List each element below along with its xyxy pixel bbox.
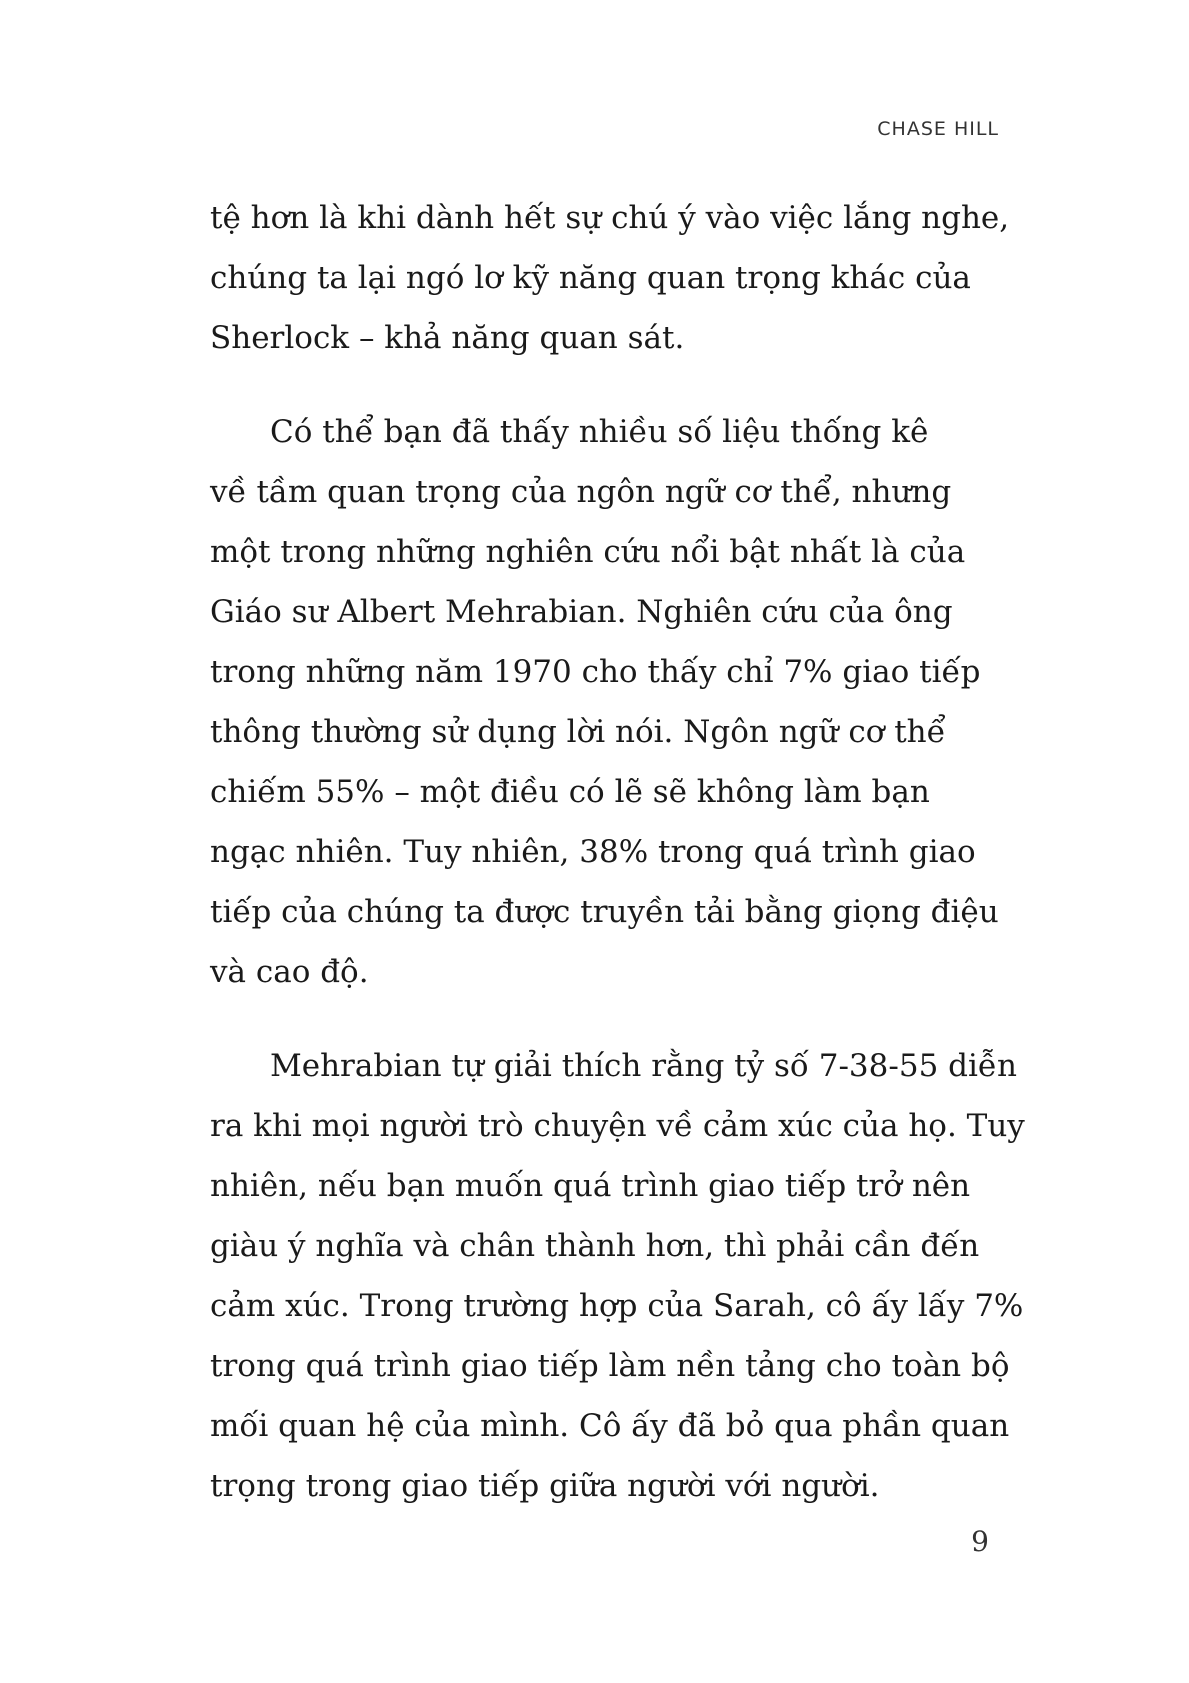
text-line: một trong những nghiên cứu nổi bật nhất là của [210, 534, 966, 570]
text-line: trong những năm 1970 cho thấy chỉ 7% giao tiếp [210, 654, 981, 690]
text-line: tệ hơn là khi dành hết sự chú ý vào việc lắng nghe, [210, 200, 1010, 236]
paragraph-continuation [210, 188, 1010, 368]
text-line: trọng trong giao tiếp giữa người với người. [210, 1468, 880, 1504]
text-line: Mehrabian tự giải thích rằng tỷ số 7-38-55 diễn [270, 1048, 1017, 1084]
text-line: và cao độ. [210, 954, 369, 990]
running-header-title: CHASE HILL [877, 118, 999, 140]
text-line: chúng ta lại ngó lơ kỹ năng quan trọng khác của [210, 260, 971, 296]
text-line: ngạc nhiên. Tuy nhiên, 38% trong quá trình giao [210, 834, 976, 870]
text-line: nhiên, nếu bạn muốn quá trình giao tiếp trở nên [210, 1168, 971, 1204]
text-line: tiếp của chúng ta được truyền tải bằng giọng điệu [210, 894, 999, 930]
text-line: Sherlock – khả năng quan sát. [210, 320, 685, 356]
body-text [210, 188, 1025, 1516]
text-line: Có thể bạn đã thấy nhiều số liệu thống kê [270, 414, 929, 450]
text-line: mối quan hệ của mình. Cô ấy đã bỏ qua phần quan [210, 1408, 1010, 1444]
text-line: cảm xúc. Trong trường hợp của Sarah, cô ấy lấy 7% [210, 1288, 1024, 1324]
text-line: về tầm quan trọng của ngôn ngữ cơ thể, nhưng [210, 474, 952, 510]
text-line: chiếm 55% – một điều có lẽ sẽ không làm bạn [210, 774, 930, 810]
paragraph-ratio-explanation [210, 1036, 1025, 1516]
text-line: ra khi mọi người trò chuyện về cảm xúc của họ. Tuy [210, 1108, 1025, 1144]
text-line: Giáo sư Albert Mehrabian. Nghiên cứu của ông [210, 594, 953, 630]
page-number: 9 [971, 1525, 989, 1558]
paragraph-mehrabian-study [210, 402, 999, 1002]
text-line: giàu ý nghĩa và chân thành hơn, thì phải cần đến [210, 1228, 980, 1264]
text-line: thông thường sử dụng lời nói. Ngôn ngữ cơ thể [210, 714, 946, 750]
text-line: trong quá trình giao tiếp làm nền tảng cho toàn bộ [210, 1348, 1010, 1384]
